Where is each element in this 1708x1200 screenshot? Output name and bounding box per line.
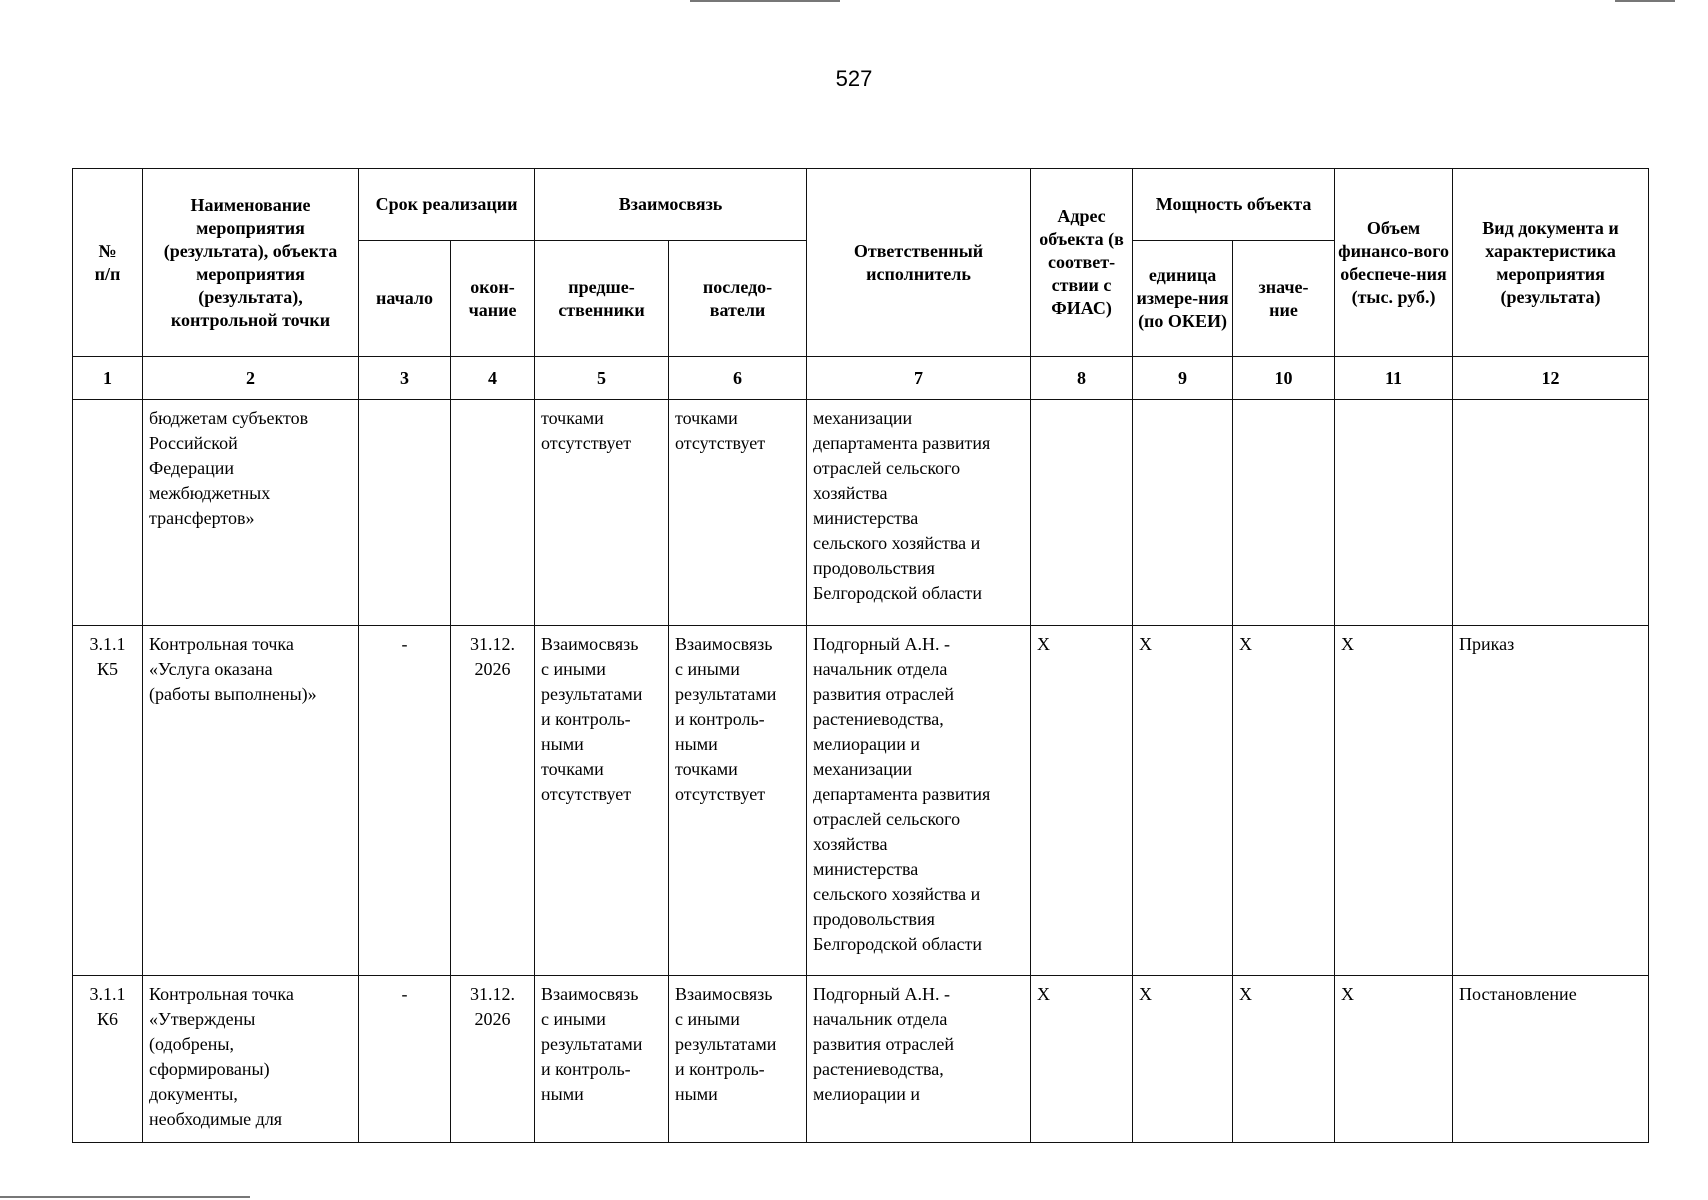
scan-artifact-top-1 [690,0,840,2]
table-row [73,400,1649,626]
scan-artifact-bottom [0,1196,250,1198]
header-unit: единица измере-ния (по ОКЕИ) [1133,241,1233,357]
header-relation: Взаимосвязь [535,169,807,241]
row-executor: Подгорный А.Н. - начальник отдела развития отраслей растениеводства, мелиорации и механизации департамента развития отраслей сельского хозяйства министерства сельского хозяйства и продовольствия Белгородской области [807,626,1031,976]
row-address [1031,400,1133,626]
row-predecessors: Взаимосвязь с иными результатами и контроль- ными [535,976,669,1143]
column-number: 7 [807,357,1031,400]
row-start: - [359,976,451,1143]
header-capacity: Мощность объекта [1133,169,1335,241]
row-unit: Х [1133,626,1233,976]
header-start: начало [359,241,451,357]
header-value: значе- ние [1233,241,1335,357]
row-num: 3.1.1 К6 [73,976,143,1143]
row-name: Контрольная точка «Услуга оказана (работы выполнены)» [143,626,359,976]
page-number: 527 [835,66,873,91]
header-name: Наименование мероприятия (результата), объекта мероприятия (результата), контрольной точки [143,169,359,357]
header-end: окон- чание [451,241,535,357]
column-number: 9 [1133,357,1233,400]
header-address: Адрес объекта (в соответ-ствии с ФИАС) [1031,169,1133,357]
header-finance: Объем финансо-вого обеспече-ния (тыс. руб.) [1335,169,1453,357]
activities-table [72,168,1649,1143]
row-successors: Взаимосвязь с иными результатами и контроль- ными точками отсутствует [669,626,807,976]
column-number: 11 [1335,357,1453,400]
row-finance: Х [1335,976,1453,1143]
header-executor: Ответственный исполнитель [807,169,1031,357]
row-value [1233,400,1335,626]
row-executor: механизации департамента развития отраслей сельского хозяйства министерства сельского хозяйства и продовольствия Белгородской области [807,400,1031,626]
row-end [451,400,535,626]
column-number: 8 [1031,357,1133,400]
table-row [73,626,1649,976]
row-predecessors: точками отсутствует [535,400,669,626]
row-finance [1335,400,1453,626]
column-number: 10 [1233,357,1335,400]
row-doc-type [1453,400,1649,626]
table-row [73,976,1649,1143]
row-successors: точками отсутствует [669,400,807,626]
row-successors: Взаимосвязь с иными результатами и контроль- ными [669,976,807,1143]
column-number: 4 [451,357,535,400]
row-num: 3.1.1 К5 [73,626,143,976]
row-value: Х [1233,626,1335,976]
column-number: 1 [73,357,143,400]
row-executor: Подгорный А.Н. - начальник отдела развития отраслей растениеводства, мелиорации и [807,976,1031,1143]
row-address: Х [1031,976,1133,1143]
row-num [73,400,143,626]
row-unit [1133,400,1233,626]
row-start: - [359,626,451,976]
row-unit: Х [1133,976,1233,1143]
row-end: 31.12. 2026 [451,626,535,976]
header-period: Срок реализации [359,169,535,241]
header-successors: последо- ватели [669,241,807,357]
row-start [359,400,451,626]
column-number: 6 [669,357,807,400]
row-doc-type: Постановление [1453,976,1649,1143]
row-predecessors: Взаимосвязь с иными результатами и контроль- ными точками отсутствует [535,626,669,976]
scan-artifact-top-2 [1615,0,1675,2]
header-doc-type: Вид документа и характеристика мероприятия (результата) [1453,169,1649,357]
column-number: 5 [535,357,669,400]
row-end: 31.12. 2026 [451,976,535,1143]
row-name: бюджетам субъектов Российской Федерации межбюджетных трансфертов» [143,400,359,626]
header-num: № п/п [73,169,143,357]
column-number: 2 [143,357,359,400]
column-number: 3 [359,357,451,400]
column-number: 12 [1453,357,1649,400]
row-address: Х [1031,626,1133,976]
row-finance: Х [1335,626,1453,976]
row-doc-type: Приказ [1453,626,1649,976]
row-name: Контрольная точка «Утверждены (одобрены, сформированы) документы, необходимые для [143,976,359,1143]
header-predecessors: предше- ственники [535,241,669,357]
row-value: Х [1233,976,1335,1143]
